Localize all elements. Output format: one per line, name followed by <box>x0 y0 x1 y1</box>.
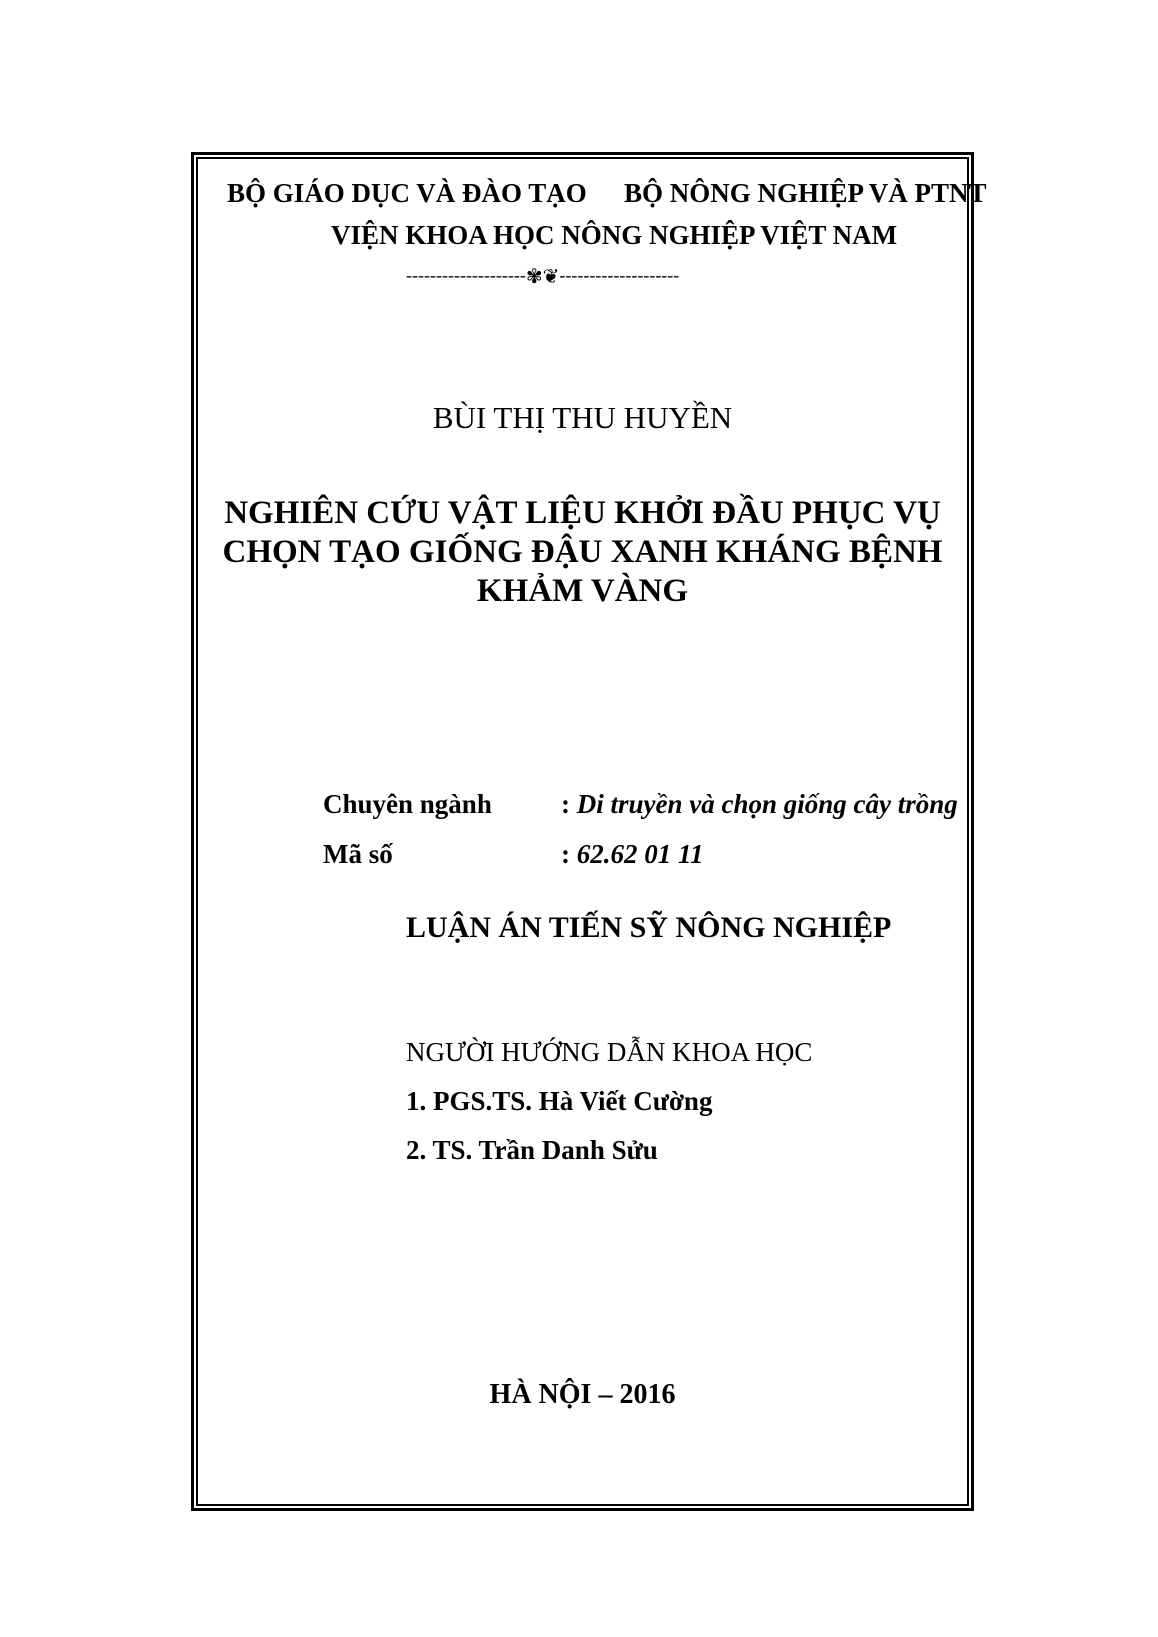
ministry-education: BỘ GIÁO DỤC VÀ ĐÀO TẠO <box>227 178 587 208</box>
field-value-code <box>561 841 704 868</box>
ministry-agriculture: BỘ NÔNG NGHIỆP VÀ PTNT <box>624 178 987 208</box>
field-label-code: Mã số <box>323 839 393 869</box>
specialization-value: Di truyền và chọn giống cây trồng <box>576 789 958 819</box>
advisor-item: 1. PGS.TS. Hà Viết Cường <box>406 1086 713 1116</box>
thesis-title-line-1: NGHIÊN CỨU VẬT LIỆU KHỞI ĐẦU PHỤC VỤ <box>224 495 941 531</box>
page-border-inner <box>196 157 969 1506</box>
field-value-specialization <box>561 791 958 818</box>
place-date: HÀ NỘI – 2016 <box>489 1379 676 1410</box>
field-colon: : <box>561 789 570 819</box>
thesis-title-line-3: KHẢM VÀNG <box>476 573 689 609</box>
author-name: BÙI THỊ THU HUYỀN <box>432 400 733 435</box>
thesis-type: LUẬN ÁN TIẾN SỸ NÔNG NGHIỆP <box>406 911 892 944</box>
advisor-item: 2. TS. Trần Danh Sửu <box>406 1135 658 1165</box>
ornament-icon: ✾❦ <box>525 265 560 288</box>
code-value: 62.62 01 11 <box>576 839 704 869</box>
institute-name: VIỆN KHOA HỌC NÔNG NGHIỆP VIỆT NAM <box>331 220 898 250</box>
advisors-heading: NGƯỜI HƯỚNG DẪN KHOA HỌC <box>406 1037 813 1067</box>
separator-dashes-right: -------------------- <box>559 265 680 285</box>
field-colon: : <box>561 839 570 869</box>
separator-dashes-left: -------------------- <box>406 265 526 285</box>
field-label-specialization: Chuyên ngành <box>323 789 492 819</box>
thesis-title-line-2: CHỌN TẠO GIỐNG ĐẬU XANH KHÁNG BỆNH <box>222 534 943 570</box>
header-separator <box>406 266 679 287</box>
